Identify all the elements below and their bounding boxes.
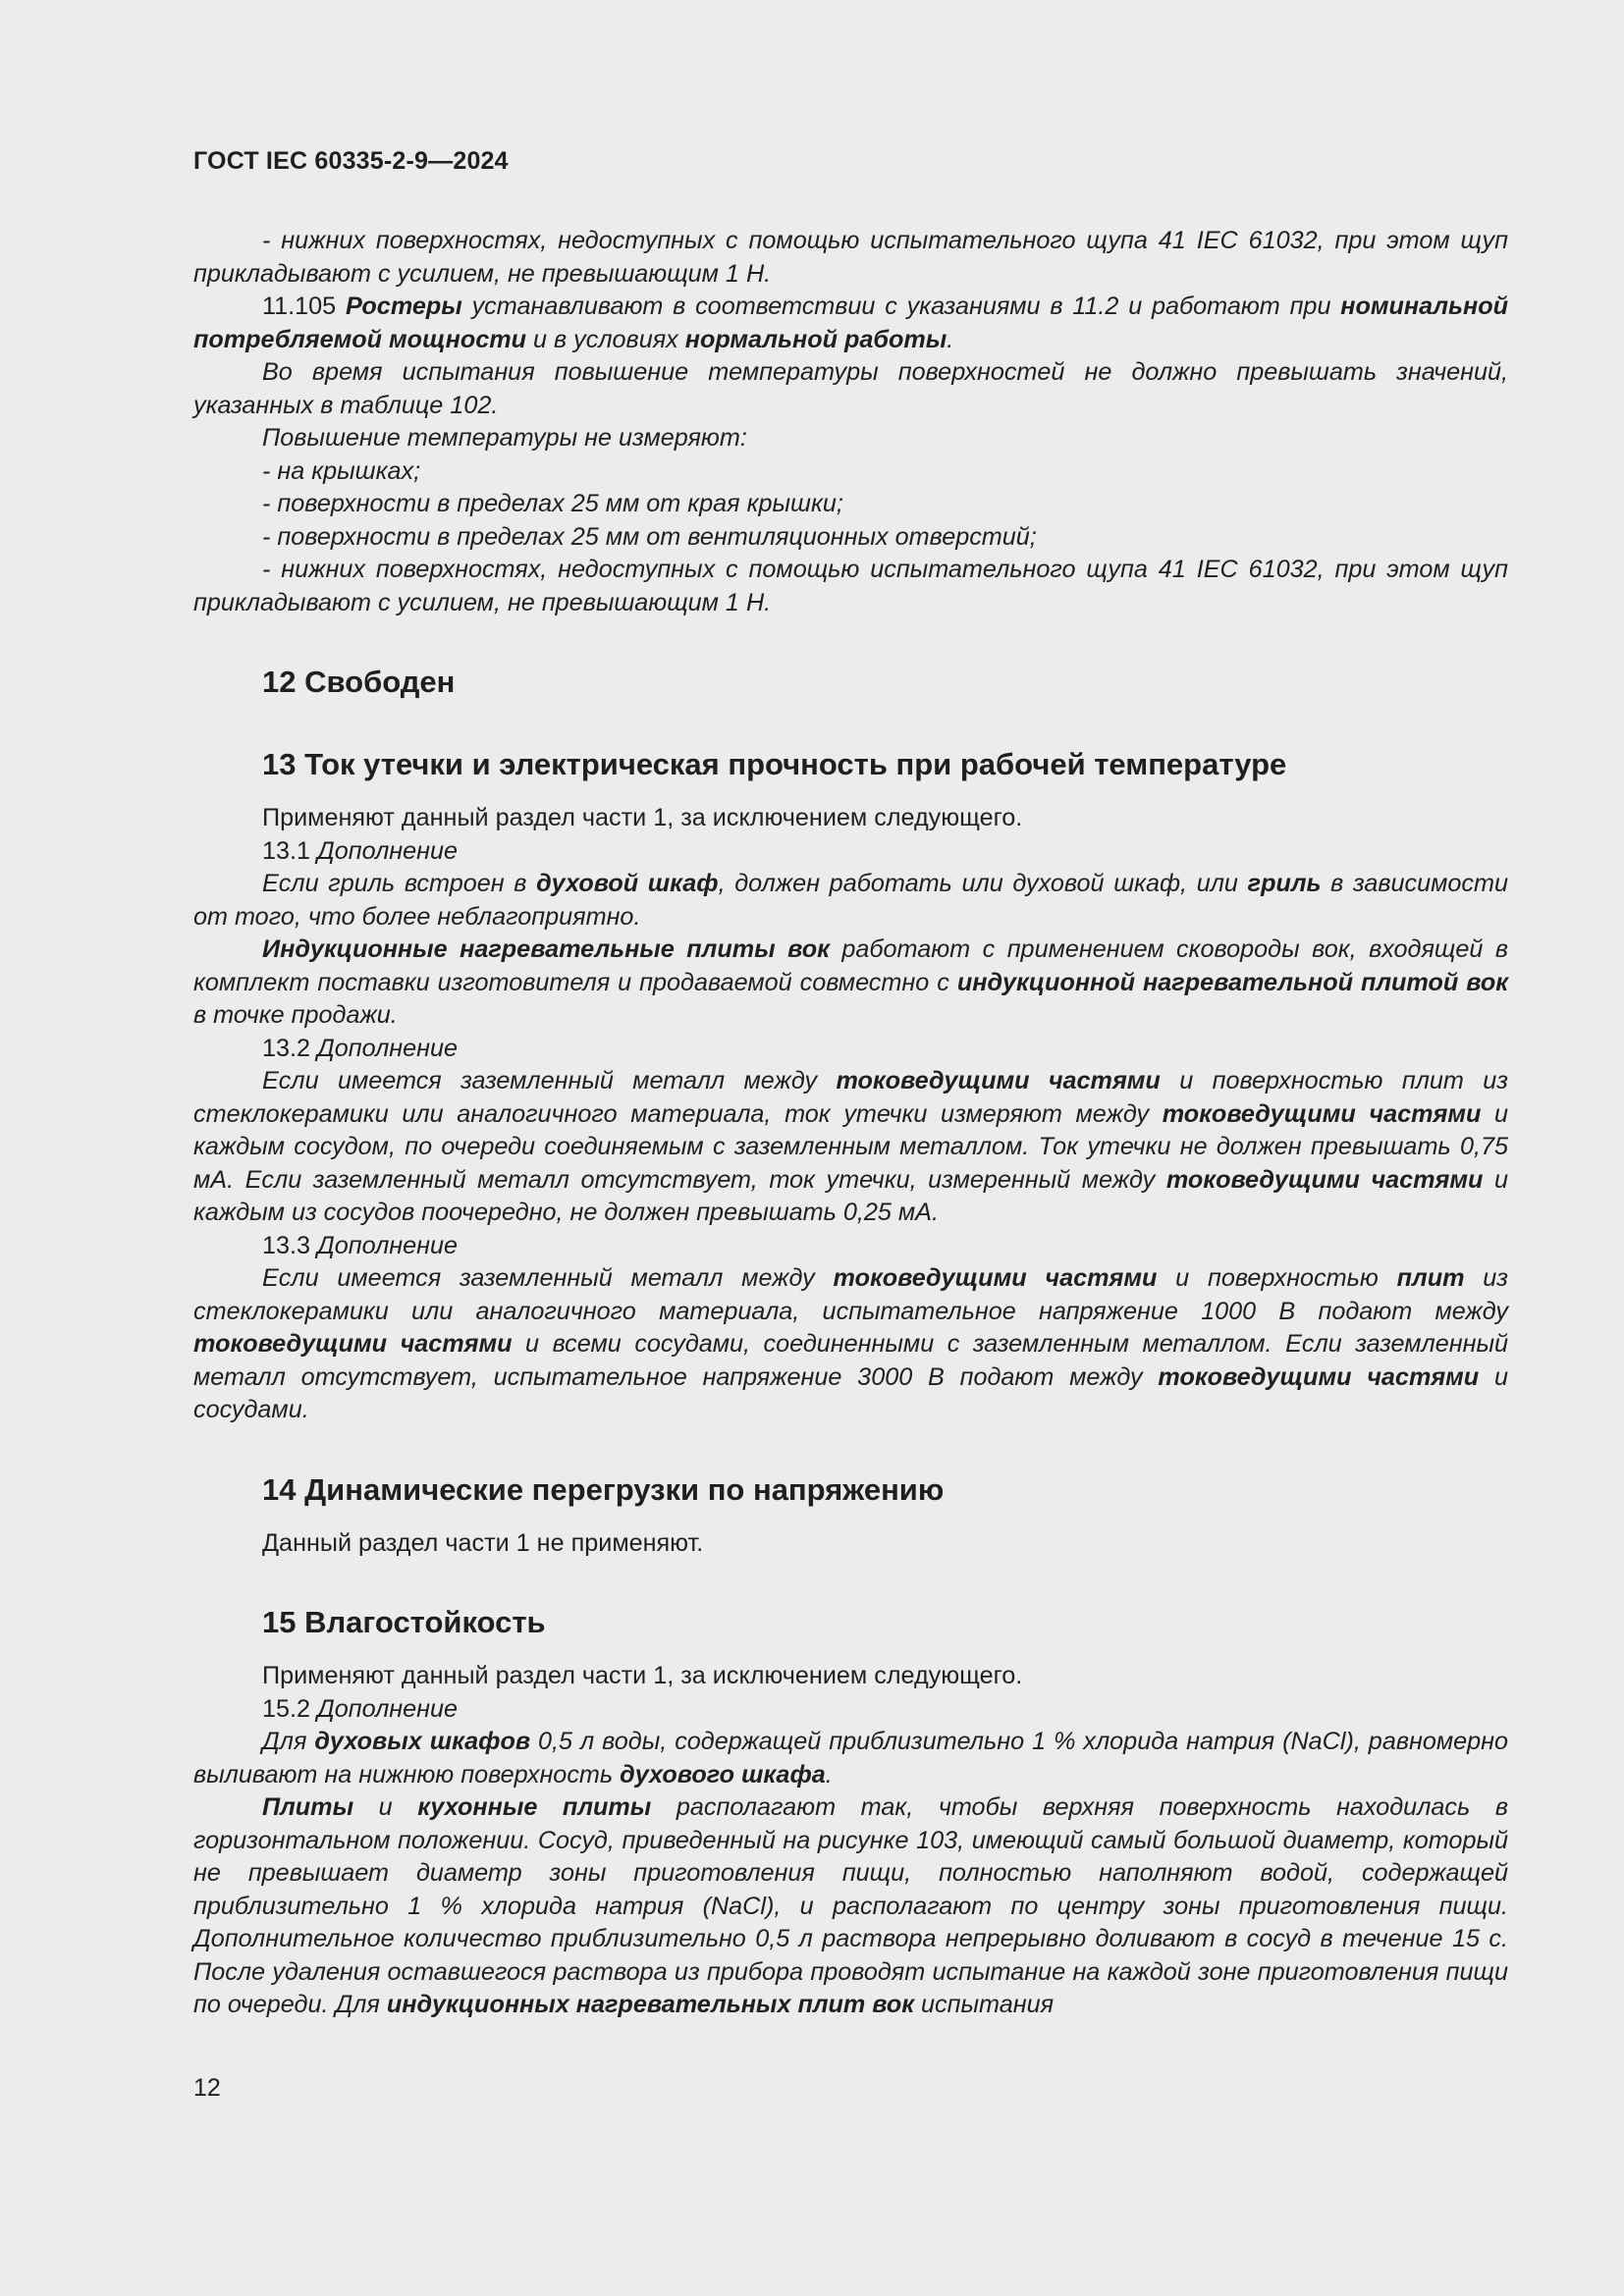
clause-13-3-label: 13.3 Дополнение xyxy=(262,1231,459,1259)
clause-13-1-paragraph-grill: Если гриль встроен в духовой шкаф, должен работать или духовой шкаф, или гриль в зависимости от того, что более неблагоприятно. xyxy=(193,870,1509,931)
section-15-heading: 15 Влагостойкость xyxy=(262,1605,546,1639)
page-content xyxy=(193,225,1508,2022)
clause-13-1-label: 13.1 Дополнение xyxy=(262,836,459,865)
clause-15-2-paragraph-hobs: Плиты и кухонные плиты располагают так, чтобы верхняя поверхность находилась в горизонтальном положении. Сосуд, приведенный на рисунке 103, имеющий самый большой диаметр, который не превышает диаметр зоны приготовления пищи, полностью наполняют водой, содержащей приблизительно 1 % хлорида натрия (NaCl), и располагают по центру зоны приготовления пищи. Дополнительное количество приблизительно 0,5 л раствора непрерывно доливают в сосуд в течение 15 с. После удаления оставшегося раствора из прибора проводят испытание на каждой зоне приготовления пищи по очереди. Для индукционных нагревательных плит вок испытания xyxy=(193,1793,1508,2018)
paragraph-not-measured: Повышение температуры не измеряют: xyxy=(262,424,747,452)
clause-13-2-label: 13.2 Дополнение xyxy=(262,1034,459,1062)
document-header: ГОСТ IEC 60335-2-9—2024 xyxy=(193,147,509,175)
page-number: 12 xyxy=(193,2074,221,2102)
clause-13-3-paragraph: Если имеется заземленный металл между токоведущими частями и поверхностью плит из стеклокерамики или аналогичного материала, испытательное напряжение 1000 В подают между токоведущими частями и всеми сосудами, соединенными с заземленным металлом. Если заземленный металл отсутствует, испытательное напряжение 3000 В подают между токоведущими частями и сосудами. xyxy=(193,1264,1509,1423)
clause-15-2-paragraph-ovens: Для духовых шкафов 0,5 л воды, содержащей приблизительно 1 % хлорида натрия (NaCl), равномерно выливают на нижнюю поверхность духового шкафа. xyxy=(193,1728,1508,1789)
clause-13-2-paragraph: Если имеется заземленный металл между токоведущими частями и поверхностью плит из стеклокерамики или аналогичного материала, ток утечки измеряют между токоведущими частями и каждым сосудом, по очереди соединяемым с заземленным металлом. Ток утечки не должен превышать 0,75 мА. Если заземленный металл отсутствует, ток утечки, измеренный между токоведущими частями и каждым из сосудов поочередно, не должен превышать 0,25 мА. xyxy=(193,1067,1508,1226)
section-13-intro: Применяют данный раздел части 1, за исключением следующего. xyxy=(262,804,1023,831)
section-14-heading: 14 Динамические перегрузки по напряжению xyxy=(262,1471,945,1507)
clause-11-105: 11.105 Ростеры устанавливают в соответствии с указаниями в 11.2 и работают при номинальной потребляемой мощности и в условиях нормальной работы. xyxy=(193,293,1508,353)
list-item: - на крышках; xyxy=(262,456,421,485)
paragraph-temperature-rise: Во время испытания повышение температуры поверхностей не должно превышать значений, указанных в таблице 102. xyxy=(193,358,1508,419)
clause-15-2-label: 15.2 Дополнение xyxy=(262,1694,459,1723)
section-15-intro: Применяют данный раздел части 1, за исключением следующего. xyxy=(262,1662,1023,1689)
paragraph-lower-surfaces: - нижних поверхностях, недоступных с помощью испытательного щупа 41 IEC 61032, при этом щуп прикладывают с усилием, не превышающим 1 Н. xyxy=(193,227,1508,288)
list-item: - поверхности в пределах 25 мм от края крышки; xyxy=(262,490,843,517)
section-14-text: Данный раздел части 1 не применяют. xyxy=(262,1528,704,1557)
clause-13-1-paragraph-wok: Индукционные нагревательные плиты вок работают с применением сковороды вок, входящей в комплект поставки изготовителя и продаваемой совместно с индукционной нагревательной плитой вок в точке продажи. xyxy=(193,935,1508,1029)
list-item: - нижних поверхностях, недоступных с помощью испытательного щупа 41 IEC 61032, при этом щуп прикладывают с усилием, не превышающим 1 Н. xyxy=(193,556,1508,616)
section-13-heading: 13 Ток утечки и электрическая прочность при рабочей температуре xyxy=(262,747,1287,781)
list-item: - поверхности в пределах 25 мм от вентиляционных отверстий; xyxy=(262,522,1037,551)
section-12-heading: 12 Свободен xyxy=(262,665,456,699)
